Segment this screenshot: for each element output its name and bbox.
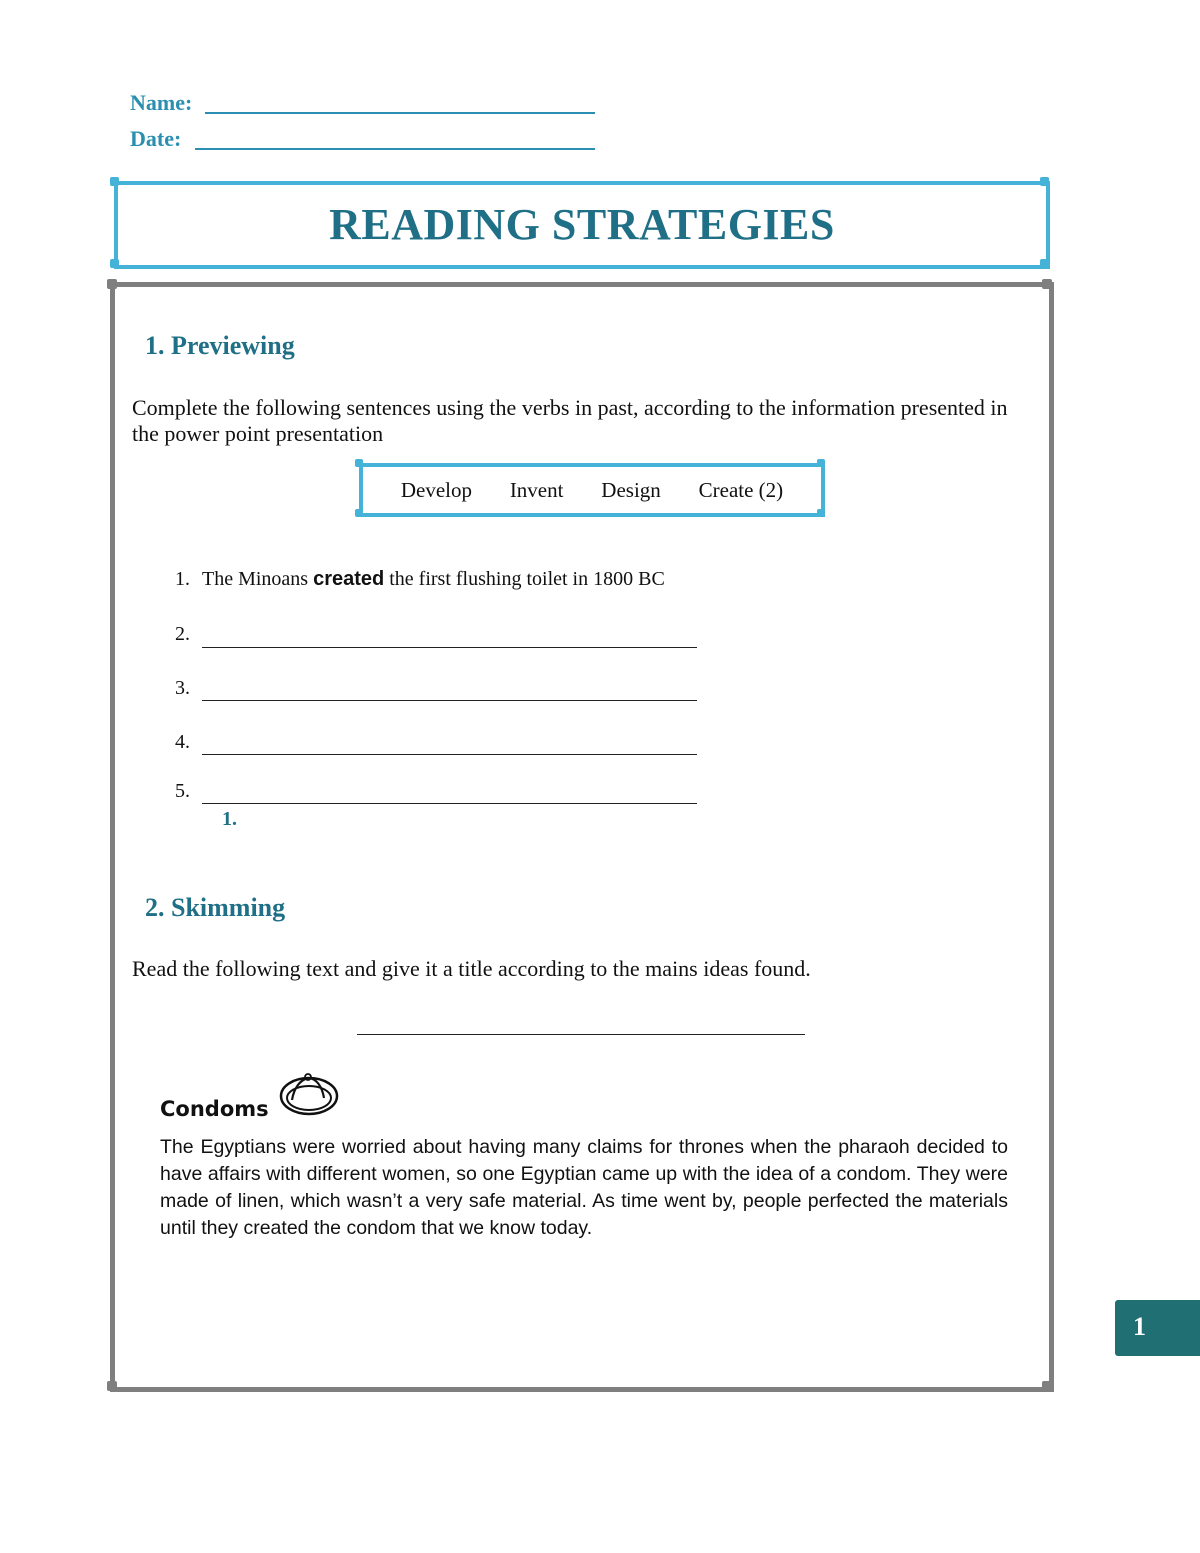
reading-title: Condoms <box>160 1097 269 1121</box>
word-bank-item: Create (2) <box>698 477 784 502</box>
date-label: Date: <box>130 126 182 151</box>
title-box-corner <box>110 177 119 186</box>
item-text-bold: created <box>313 568 385 590</box>
title-box-corner <box>110 259 119 268</box>
exercise-item <box>175 623 202 646</box>
page-title: READING STRATEGIES <box>329 200 835 249</box>
title-box <box>114 181 1050 269</box>
section-title-previewing: 1. Previewing <box>145 331 295 360</box>
frame-corner <box>107 1381 117 1391</box>
word-bank <box>359 463 825 517</box>
list-marker: 1. <box>222 808 237 830</box>
frame-corner <box>107 279 117 289</box>
answer-line[interactable] <box>202 700 697 701</box>
word-bank-item: Design <box>601 477 661 502</box>
item-text-after: the first flushing toilet in 1800 BC <box>384 568 665 590</box>
title-box-corner <box>1040 177 1049 186</box>
word-bank-item: Invent <box>509 477 564 502</box>
word-bank-corner <box>355 509 363 517</box>
name-label: Name: <box>130 90 193 115</box>
item-number: 1. <box>175 568 190 590</box>
page-number: 1 <box>1133 1312 1146 1341</box>
word-bank-corner <box>355 459 363 467</box>
exercise-item <box>175 780 202 803</box>
item-number: 3. <box>175 677 190 699</box>
item-number: 2. <box>175 623 190 645</box>
item-text-before: The Minoans <box>202 568 314 590</box>
date-field-line[interactable] <box>195 148 595 150</box>
frame-corner <box>1042 1381 1052 1391</box>
previewing-instruction: Complete the following sentences using the verbs in past, according to the information presented in the power point presentation <box>132 395 1008 446</box>
section-title-skimming: 2. Skimming <box>145 893 286 922</box>
word-bank-item: Develop <box>400 477 472 502</box>
exercise-item <box>175 731 202 754</box>
skimming-instruction: Read the following text and give it a title according to the mains ideas found. <box>132 956 811 981</box>
exercise-item <box>175 677 202 700</box>
word-bank-corner <box>817 509 825 517</box>
title-answer-line[interactable] <box>357 1034 805 1035</box>
name-field-line[interactable] <box>205 112 595 114</box>
item-number: 5. <box>175 780 190 802</box>
condom-icon <box>278 1070 342 1118</box>
answer-line[interactable] <box>202 754 697 755</box>
word-bank-corner <box>817 459 825 467</box>
exercise-item <box>175 568 665 591</box>
answer-line[interactable] <box>202 647 697 648</box>
item-number: 4. <box>175 731 190 753</box>
frame-corner <box>1042 279 1052 289</box>
answer-line[interactable] <box>202 803 697 804</box>
title-box-corner <box>1040 259 1049 268</box>
reading-text: The Egyptians were worried about having many claims for thrones when the pharaoh decided to have affairs with different women, so one Egyptian came up with the idea of a condom. They were made of linen, which wasn’t a very safe material. As time went by, people perfected the materials until they created the condom that we know today. <box>160 1136 1008 1239</box>
page-number-tab <box>1115 1300 1200 1356</box>
